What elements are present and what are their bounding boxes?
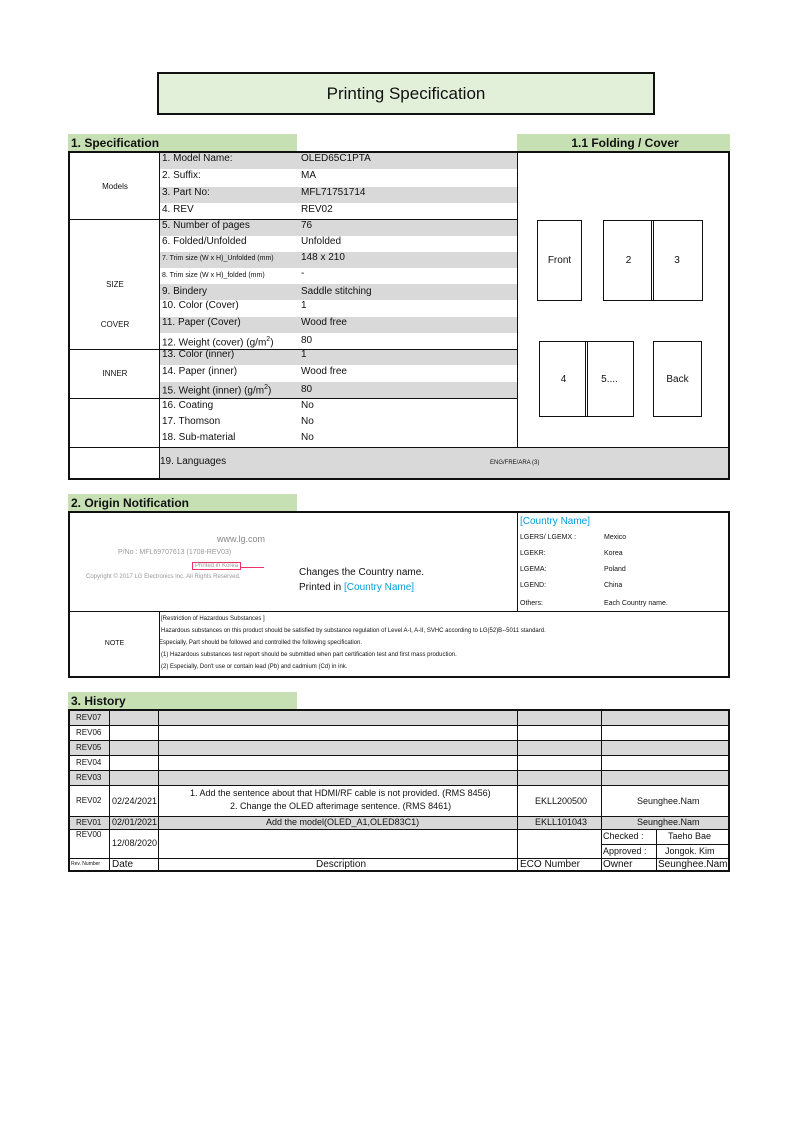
column-header-date: Date — [112, 859, 134, 870]
rev-number: REV07 — [76, 713, 102, 722]
origin-section-header: 2. Origin Notification — [68, 494, 297, 511]
languages-label: 19. Languages — [160, 456, 227, 467]
rev-number: REV00 — [76, 830, 102, 839]
spec-value: Wood free — [301, 366, 347, 377]
spec-row — [160, 317, 517, 333]
spec-row — [160, 300, 517, 316]
divider — [70, 740, 728, 741]
table-row — [70, 711, 728, 725]
fold-page-3: 3 — [651, 220, 703, 301]
table-row — [70, 726, 728, 740]
eco-number: EKLL200500 — [535, 796, 588, 806]
fold-page-4: 4 — [539, 341, 588, 417]
spec-row — [160, 398, 517, 414]
country-name: Mexico — [604, 534, 627, 541]
languages-row — [160, 448, 728, 478]
superscript: 2 — [264, 384, 268, 391]
folding-section-header: 1.1 Folding / Cover — [517, 134, 730, 151]
spec-label: 5. Number of pages — [162, 220, 250, 231]
country-name: Korea — [604, 550, 623, 557]
note-line: [Restriction of Hazardous Substances ] — [161, 616, 265, 622]
spec-value: OLED65C1PTA — [301, 153, 371, 164]
group-cover: COVER — [100, 320, 130, 329]
spec-label — [162, 384, 271, 396]
divider — [517, 153, 518, 448]
rev-description: 2. Change the OLED afterimage sentence. (RMS 8461) — [230, 801, 452, 811]
divider — [70, 770, 728, 771]
spec-label: 2. Suffix: — [162, 170, 201, 181]
divider — [70, 349, 517, 350]
fold-page-front: Front — [537, 220, 582, 301]
spec-row — [160, 187, 517, 203]
sample-url: www.lg.com — [217, 534, 266, 544]
eco-number: EKLL101043 — [535, 817, 588, 827]
country-placeholder: [Country Name] — [344, 582, 415, 593]
spec-label: 11. Paper (Cover) — [162, 317, 241, 328]
spec-label: 3. Part No: — [162, 187, 210, 198]
column-header-rev: Rev. Number — [71, 861, 101, 867]
country-code: LGEKR: — [520, 550, 546, 557]
spec-value: MFL71751714 — [301, 187, 366, 198]
spec-label: 16. Coating — [162, 400, 214, 411]
history-table — [68, 709, 730, 872]
spec-label: 7. Trim size (W x H)_Unfolded (mm) — [162, 255, 274, 262]
spec-row — [160, 430, 517, 446]
table-row — [70, 786, 728, 816]
table-row — [70, 816, 728, 829]
printed-in-prefix: Printed in — [299, 582, 345, 593]
spec-value: REV02 — [301, 204, 333, 215]
table-row — [70, 741, 728, 755]
spec-label: 6. Folded/Unfolded — [162, 236, 247, 247]
spec-label: 4. REV — [162, 204, 194, 215]
note-label: NOTE — [104, 640, 125, 647]
rev-description: Add the model(OLED_A1,OLED83C1) — [266, 817, 420, 827]
spec-table — [68, 151, 730, 480]
approved-label: Approved : — [603, 846, 647, 856]
spec-value: 76 — [301, 220, 313, 231]
spec-value: Saddle stitching — [301, 286, 372, 297]
spec-value: - — [301, 268, 305, 279]
note-line: Hazardous substances on this product should be satisfied by substance regulation of Level A-I, A-II, SVHC according to LG(52)B--5011 standard. — [161, 628, 546, 634]
fold-page-back: Back — [653, 341, 702, 417]
spec-label: 14. Paper (inner) — [162, 366, 238, 377]
divider — [70, 398, 517, 399]
spec-section-header: 1. Specification — [68, 134, 297, 151]
spec-value: Unfolded — [301, 236, 342, 247]
country-name: Poland — [604, 566, 626, 573]
spec-value: 80 — [301, 335, 313, 346]
superscript: 2 — [266, 336, 271, 343]
group-size: SIZE — [106, 279, 124, 289]
spec-label: 17. Thomson — [162, 416, 221, 427]
arrow-icon — [240, 567, 264, 568]
spec-row — [160, 153, 517, 169]
spec-row — [160, 414, 517, 430]
note-line: (1) Hazardous substances test report should be submitted when part certification test and first mass production. — [161, 652, 457, 658]
group-models: Models — [102, 181, 128, 191]
spec-row — [160, 268, 517, 284]
column-header-description: Description — [316, 859, 367, 870]
spec-row — [160, 252, 517, 268]
spec-row — [160, 366, 517, 382]
note-line: Especially, Part should be followed and controlled the following specification. — [159, 640, 363, 646]
rev-date: 02/24/2021 — [112, 796, 158, 806]
spec-value: 80 — [301, 384, 313, 395]
divider — [601, 711, 602, 872]
note-line: (2) Especially, Don't use or contain lead (Pb) and cadmium (Cd) in ink. — [161, 664, 348, 670]
country-list-title: [Country Name] — [520, 516, 591, 527]
spec-value: No — [301, 432, 314, 443]
spec-value: 148 x 210 — [301, 252, 345, 263]
rev-number: REV05 — [76, 743, 102, 752]
history-section-header: 3. History — [68, 692, 297, 709]
divider — [656, 829, 657, 872]
printed-in-note — [299, 582, 414, 593]
spec-row — [160, 204, 517, 219]
divider — [517, 711, 518, 872]
divider — [70, 447, 728, 448]
sample-copyright: Copyright © 2017 LG Electronics Inc. All Rights Reserved. — [86, 574, 241, 580]
spec-label-tail: ) — [267, 385, 272, 397]
divider — [70, 725, 728, 726]
spec-value: No — [301, 400, 314, 411]
country-name: Each Country name. — [604, 600, 668, 607]
country-code: LGEMA: — [520, 566, 547, 573]
owner-name: Seunghee.Nam — [658, 859, 728, 870]
divider — [70, 755, 728, 756]
column-header-eco: ECO Number — [520, 859, 581, 870]
change-note: Changes the Country name. — [299, 567, 425, 578]
spec-label-tail: ) — [270, 337, 274, 349]
owner: Seunghee.Nam — [637, 817, 700, 827]
spec-label: 13. Color (inner) — [162, 349, 235, 360]
rev-description: 1. Add the sentence about that HDMI/RF cable is not provided. (RMS 8456) — [190, 788, 491, 798]
spec-label — [162, 336, 274, 348]
origin-table — [68, 511, 730, 678]
spec-label: 18. Sub-material — [162, 432, 236, 443]
spec-row — [160, 220, 517, 236]
checked-name: Taeho Bae — [668, 831, 712, 841]
rev-number: REV01 — [76, 818, 102, 827]
spec-row — [160, 333, 517, 349]
approved-name: Jongok. Kim — [665, 846, 715, 856]
sample-printed-in: Printed in Korea — [192, 562, 241, 570]
spec-value: 1 — [301, 300, 307, 311]
fold-page-5: 5.... — [585, 341, 634, 417]
divider — [70, 219, 517, 220]
divider — [70, 785, 728, 786]
spec-value: 1 — [301, 349, 307, 360]
divider — [70, 858, 728, 859]
divider — [158, 711, 159, 872]
rev-date: 12/08/2020 — [112, 838, 158, 848]
country-code: LGERS/ LGEMX : — [520, 534, 577, 541]
table-row — [70, 756, 728, 770]
table-row — [70, 771, 728, 785]
divider — [70, 611, 728, 612]
spec-label: 9. Bindery — [162, 286, 208, 297]
spec-row — [160, 170, 517, 186]
group-inner: INNER — [102, 369, 128, 378]
rev-number: REV06 — [76, 728, 102, 737]
country-code: Others: — [520, 600, 543, 607]
spec-label: 1. Model Name: — [162, 153, 233, 164]
rev-date: 02/01/2021 — [112, 817, 158, 827]
page-title: Printing Specification — [157, 72, 655, 115]
spec-value: No — [301, 416, 314, 427]
sample-part-number: P/No : MFL69707613 (1708-REV03) — [118, 549, 232, 556]
spec-label-text: 12. Weight (cover) (g/m — [162, 337, 267, 349]
spec-value: Wood free — [301, 317, 347, 328]
spec-row — [160, 236, 517, 252]
divider — [159, 153, 160, 478]
owner: Seunghee.Nam — [637, 796, 700, 806]
spec-row — [160, 382, 517, 398]
country-code: LGEND: — [520, 582, 547, 589]
rev-number: REV04 — [76, 758, 102, 767]
languages-value: ENG/FRE/ARA (3) — [490, 460, 540, 466]
spec-label-text: 15. Weight (inner) (g/m — [162, 385, 265, 397]
spec-row — [160, 284, 517, 300]
country-name: China — [604, 582, 623, 589]
column-header-owner: Owner — [603, 859, 633, 870]
divider — [601, 844, 728, 845]
divider — [109, 711, 110, 872]
spec-row — [160, 349, 517, 365]
table-header-row — [70, 858, 728, 872]
divider — [517, 513, 518, 611]
rev-number: REV02 — [76, 796, 102, 805]
divider — [70, 816, 728, 817]
spec-label: 8. Trim size (W x H)_folded (mm) — [162, 272, 265, 279]
divider — [70, 829, 728, 830]
spec-label: 10. Color (Cover) — [162, 300, 239, 311]
spec-value: MA — [301, 170, 316, 181]
fold-page-2: 2 — [603, 220, 654, 301]
checked-label: Checked : — [603, 831, 644, 841]
rev-number: REV03 — [76, 773, 102, 782]
